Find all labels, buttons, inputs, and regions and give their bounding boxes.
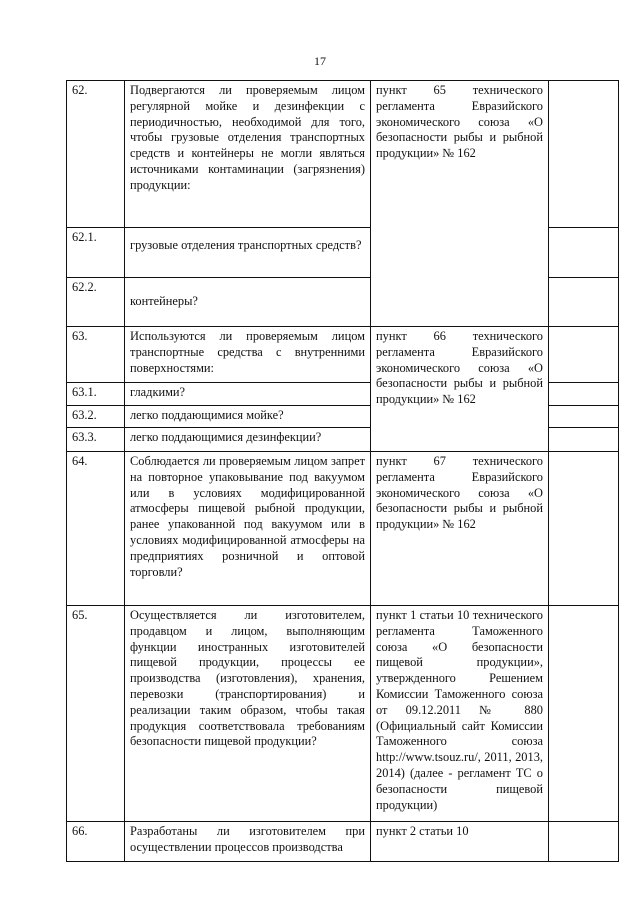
row-number: 66.	[67, 822, 125, 862]
row-question: Соблюдается ли проверяемым лицом запрет на повторное упаковывание под вакуумом или в условиях модифицированной атмосферы пищевой рыбной продукции, ранее упакованной под вакуумом или в условиях модифицированной атмосферы на предприятиях розничной и оптовой торговли?	[125, 452, 371, 606]
row-number: 63.3.	[67, 428, 125, 452]
row-number: 63.2.	[67, 406, 125, 428]
answer-cell	[549, 428, 619, 452]
row-number: 63.1.	[67, 383, 125, 406]
answer-cell	[549, 822, 619, 862]
row-question: легко поддающимися мойке?	[125, 406, 371, 428]
legal-reference: пункт 2 статьи 10	[371, 822, 549, 862]
row-question	[125, 228, 371, 278]
row-question: Осуществляется ли изготовителем, продавцом и лицом, выполняющим функции иностранных изготовителей пищевой продукции, процессы ее производства (изготовления), хранения, перевозки (транспортирования) и реализации таким образом, чтобы такая продукция соответствовала требованиям безопасности пищевой продукции?	[125, 606, 371, 822]
answer-cell	[549, 406, 619, 428]
table-row	[67, 327, 619, 383]
row-number: 62.1.	[67, 228, 125, 278]
row-number: 63.	[67, 327, 125, 383]
row-number: 62.	[67, 81, 125, 228]
row-number: 62.2.	[67, 278, 125, 327]
answer-cell	[549, 606, 619, 822]
table-row	[67, 452, 619, 606]
legal-reference: пункт 1 статьи 10 технического регламента Таможенного союза «О безопасности пищевой продукции», утвержденного Решением Комиссии Таможенного союза от 09.12.2011 № 880 (Официальный сайт Комиссии Таможенного союза http://www.tsouz.ru/, 2011, 2013, 2014) (далее - регламент ТС о безопасности пищевой продукции)	[371, 606, 549, 822]
answer-cell	[549, 327, 619, 383]
row-question-text: контейнеры?	[130, 294, 198, 308]
row-question: Разработаны ли изготовителем при осуществлении процессов производства	[125, 822, 371, 862]
row-question	[125, 278, 371, 327]
row-question: Используются ли проверяемым лицом транспортные средства с внутренними поверхностями:	[125, 327, 371, 383]
answer-cell	[549, 452, 619, 606]
row-question-text: грузовые отделения транспортных средств?	[130, 238, 362, 252]
answer-cell	[549, 228, 619, 278]
answer-cell	[549, 383, 619, 406]
legal-reference: пункт 67 технического регламента Евразийского экономического союза «О безопасности рыбы и рыбной продукции» № 162	[371, 452, 549, 606]
row-question: гладкими?	[125, 383, 371, 406]
row-question: Подвергаются ли проверяемым лицом регулярной мойке и дезинфекции с периодичностью, необходимой для того, чтобы грузовые отделения транспортных средств и контейнеры не могли являться источниками контаминации (загрязнения) продукции:	[125, 81, 371, 228]
answer-cell	[549, 81, 619, 228]
row-question: легко поддающимися дезинфекции?	[125, 428, 371, 452]
table-row	[67, 822, 619, 862]
table-row	[67, 81, 619, 228]
page-number: 17	[314, 54, 326, 68]
row-number: 64.	[67, 452, 125, 606]
legal-reference: пункт 66 технического регламента Евразийского экономического союза «О безопасности рыбы и рыбной продукции» № 162	[371, 327, 549, 452]
table-row	[67, 606, 619, 822]
row-number: 65.	[67, 606, 125, 822]
legal-reference: пункт 65 технического регламента Евразийского экономического союза «О безопасности рыбы и рыбной продукции» № 162	[371, 81, 549, 327]
checklist-table	[66, 80, 619, 862]
answer-cell	[549, 278, 619, 327]
